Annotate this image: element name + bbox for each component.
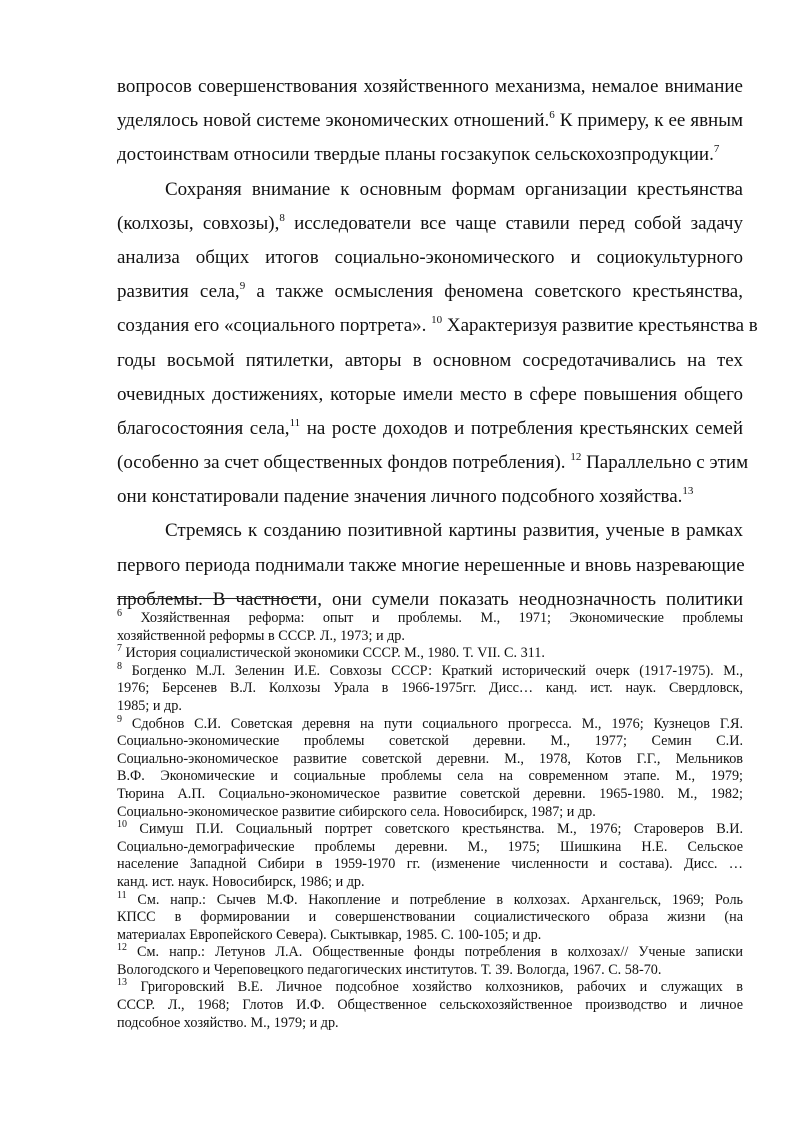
footnote-line: Социально-демографические проблемы деревни. М., 1975; Шишкина Н.Е. Сельское bbox=[117, 838, 743, 855]
main-text bbox=[117, 70, 758, 617]
footnote-line: 1985; и др. bbox=[117, 697, 182, 714]
footnote-text: Григоровский В.Е. Личное подсобное хозяйство колхозников, рабочих и служащих в bbox=[127, 979, 743, 996]
footnote-line bbox=[117, 713, 743, 734]
footnote-ref: 9 bbox=[117, 713, 122, 725]
text-line: годы восьмой пятилетки, авторы в основном сосредотачивались на тех bbox=[117, 349, 743, 371]
footnote-ref: 12 bbox=[570, 451, 582, 464]
text-line bbox=[117, 446, 749, 480]
text-segment: достоинствам относили твердые планы госзакупок сельскохозпродукции. bbox=[117, 144, 714, 166]
footnote-ref: 6 bbox=[549, 109, 555, 122]
text-line bbox=[117, 207, 743, 241]
text-line bbox=[117, 412, 743, 446]
text-line bbox=[117, 480, 743, 514]
text-line: очевидных достижениях, которые имели место в сфере повышения общего bbox=[117, 383, 743, 405]
footnote-line: Вологодского и Череповецкого педагогических институтов. Т. 39. Вологда, 1967. С. 58-70. bbox=[117, 961, 662, 978]
footnote-line bbox=[117, 821, 743, 839]
text-segment: исследователи все чаще ставили перед собой задачу bbox=[284, 212, 743, 234]
footnote-line: население Западной Сибири в 1959-1970 гг. (изменение численности и состава). Дисс. … bbox=[117, 856, 743, 873]
text-segment: Параллельно с этим bbox=[581, 452, 749, 474]
footnote bbox=[117, 889, 743, 945]
footnote-separator bbox=[117, 598, 309, 599]
footnotes bbox=[117, 610, 743, 1032]
footnote-ref: 6 bbox=[117, 608, 122, 619]
footnote-line: СССР. Л., 1968; Глотов И.Ф. Общественное сельскохозяйственное производство и личное bbox=[117, 997, 743, 1014]
text-line: первого периода поднимали также многие нерешенные и вновь назревающие bbox=[117, 554, 745, 576]
footnote-text: См. напр.: Сычев М.Ф. Накопление и потребление в колхозах. Архангельск, 1969; Роль bbox=[126, 891, 743, 908]
footnote-line: Социально-экономическое развитие советской деревни. М., 1978, Котов Г.Г., Мельников bbox=[117, 750, 743, 767]
footnote-line bbox=[117, 944, 743, 962]
footnote-text: См. напр.: Летунов Л.А. Общественные фонды потребления в колхозах// Ученые записки bbox=[127, 944, 743, 961]
text-segment: они констатировали падение значения личного подсобного хозяйства. bbox=[117, 486, 683, 508]
text-segment: создания его «социального портрета». bbox=[117, 315, 432, 337]
footnote-line: Социально-экономические проблемы советской деревни. М., 1977; Семин С.И. bbox=[117, 733, 743, 750]
text-line: Сохраняя внимание к основным формам организации крестьянства bbox=[165, 178, 743, 200]
text-segment: Характеризуя развитие крестьянства в bbox=[442, 315, 758, 337]
footnote-line: хозяйственной реформы в СССР. Л., 1973; и др. bbox=[117, 627, 405, 644]
footnote-ref: 10 bbox=[117, 819, 127, 831]
footnote-line bbox=[117, 979, 743, 997]
footnote-ref: 11 bbox=[117, 889, 127, 901]
footnote-line: материалах Европейского Севера). Сыктывкар, 1985. С. 100-105; и др. bbox=[117, 926, 542, 943]
text-line bbox=[117, 138, 743, 172]
footnote bbox=[117, 821, 743, 891]
footnote-text: Симуш П.И. Социальный портрет советского крестьянства. М., 1976; Староверов В.И. bbox=[127, 821, 743, 838]
text-line: Стремясь к созданию позитивной картины развития, ученые в рамках bbox=[165, 520, 743, 542]
footnote-line: канд. ист. наук. Новосибирск, 1986; и др. bbox=[117, 873, 365, 890]
footnote-ref: 13 bbox=[682, 485, 694, 498]
footnote-ref: 9 bbox=[239, 280, 246, 293]
footnote-line bbox=[117, 889, 743, 910]
footnote-ref: 11 bbox=[289, 416, 301, 429]
text-segment: благосостояния села, bbox=[117, 417, 290, 439]
footnote-ref: 10 bbox=[431, 314, 443, 327]
text-segment: развития села, bbox=[117, 281, 240, 303]
footnote-text: Хозяйственная реформа: опыт и проблемы. М., 1971; Экономические проблемы bbox=[122, 610, 743, 626]
footnote-line: КПСС в формировании и совершенствовании социалистического образа жизни (на bbox=[117, 909, 743, 926]
footnote bbox=[117, 713, 743, 822]
text-line: вопросов совершенствования хозяйственного механизма, немалое внимание bbox=[117, 76, 743, 97]
footnote-line: Тюрина А.П. Социально-экономическое развитие советской деревни. 1965-1980. М., 1982; bbox=[117, 785, 743, 802]
footnote bbox=[117, 610, 743, 645]
footnote-line bbox=[117, 660, 743, 681]
footnote-ref: 12 bbox=[117, 942, 127, 954]
text-line bbox=[117, 309, 758, 343]
text-segment: уделялось новой системе экономических отношений. bbox=[117, 110, 550, 132]
text-segment: К примеру, к ее явным bbox=[554, 110, 743, 132]
footnote-text: Богденко М.Л. Зеленин И.Е. Совхозы СССР: Краткий исторический очерк (1917-1975). М., bbox=[122, 662, 743, 679]
text-line bbox=[117, 104, 743, 138]
footnote-ref: 7 bbox=[117, 643, 122, 655]
text-segment: (особенно за счет общественных фондов потребления). bbox=[117, 452, 571, 474]
footnote-line bbox=[117, 610, 743, 628]
footnote-text: История социалистической экономики СССР. М., 1980. Т. VII. С. 311. bbox=[122, 645, 545, 662]
footnote-ref: 8 bbox=[279, 211, 285, 224]
footnote-text: Сдобнов С.И. Советская деревня на пути социального прогресса. М., 1976; Кузнецов Г.Я. bbox=[122, 715, 743, 732]
text-segment: (колхозы, совхозы), bbox=[117, 212, 280, 234]
text-line: проблемы. В частности, они сумели показать неоднозначность политики bbox=[117, 588, 743, 610]
footnote bbox=[117, 645, 743, 663]
footnote-line bbox=[117, 645, 743, 663]
footnote-ref: 8 bbox=[117, 660, 122, 672]
footnote-ref: 13 bbox=[117, 977, 127, 989]
text-segment: на росте доходов и потребления крестьянских семей bbox=[300, 417, 743, 439]
footnote bbox=[117, 979, 743, 1032]
footnote-line: В.Ф. Экономические и социальные проблемы села на современном этапе. М., 1979; bbox=[117, 768, 743, 785]
text-segment: а также осмысления феномена советского крестьянства, bbox=[245, 281, 743, 303]
footnote-ref: 7 bbox=[713, 143, 720, 156]
footnote-line: 1976; Берсенев В.Л. Колхозы Урала в 1966-1975гг. Дисс… канд. ист. наук. Свердловск, bbox=[117, 680, 743, 697]
footnote-line: подсобное хозяйство. М., 1979; и др. bbox=[117, 1014, 339, 1031]
text-line bbox=[117, 275, 743, 309]
footnote-line: Социально-экономическое развитие сибирского села. Новосибирск, 1987; и др. bbox=[117, 803, 596, 820]
footnote bbox=[117, 944, 743, 979]
footnote bbox=[117, 660, 743, 716]
text-line: анализа общих итогов социально-экономического и социокультурного bbox=[117, 246, 743, 268]
